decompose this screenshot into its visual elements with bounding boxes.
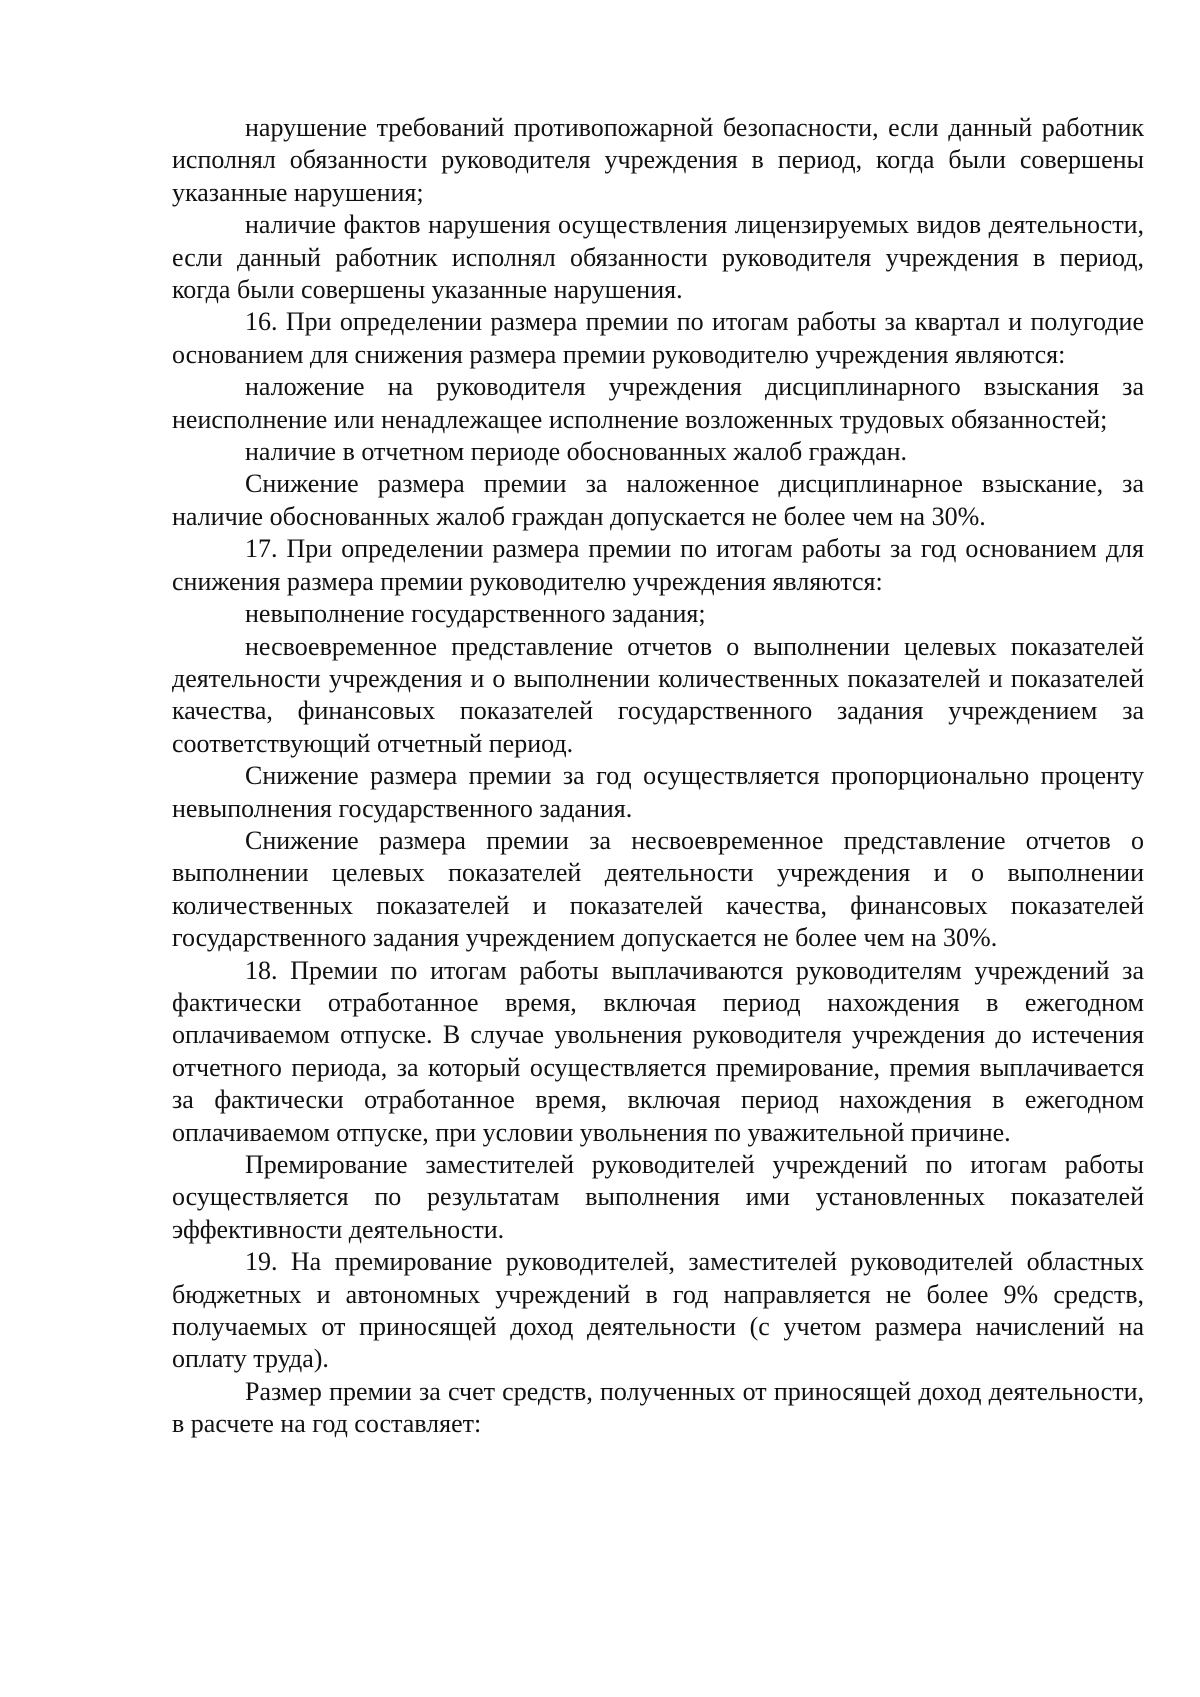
paragraph-deputy-bonuses: Премирование заместителей руководителей учреждений по итогам работы осуществляется по результатам выполнения ими установленных показателей эффективности деятельности. (172, 1150, 1144, 1244)
document-body (172, 112, 1144, 1441)
paragraph-proportional-reduction: Снижение размера премии за год осуществляется пропорционально проценту невыполнения государственного задания. (172, 761, 1144, 823)
paragraph-reduction-limit-30: Снижение размера премии за наложенное дисциплинарное взыскание, за наличие обоснованных жалоб граждан допускается не более чем на 30%. (172, 469, 1144, 531)
paragraph-fire-safety-violation: нарушение требований противопожарной безопасности, если данный работник исполнял обязанности руководителя учреждения в период, когда были совершены указанные нарушения; (172, 113, 1144, 207)
paragraph-licensing-violation: наличие фактов нарушения осуществления лицензируемых видов деятельности, если данный работник исполнял обязанности руководителя учреждения в период, когда были совершены указанные нарушения. (172, 210, 1144, 305)
paragraph-disciplinary-penalty: наложение на руководителя учреждения дисциплинарного взыскания за неисполнение или ненадлежащее исполнение возложенных трудовых обязанностей; (172, 372, 1144, 434)
paragraph-item-19: 19. На премирование руководителей, заместителей руководителей областных бюджетных и автономных учреждений в год направляется не более 9% средств, получаемых от приносящей доход деятельности (с учетом размера начислений на оплату труда). (172, 1247, 1144, 1374)
paragraph-item-17: 17. При определении размера премии по итогам работы за год основанием для снижения размера премии руководителю учреждения являются: (172, 534, 1144, 596)
paragraph-item-18: 18. Премии по итогам работы выплачиваются руководителям учреждений за фактически отработанное время, включая период нахождения в ежегодном оплачиваемом отпуске. В случае увольнения руководителя учреждения до истечения отчетного периода, за который осуществляется премирование, премия выплачивается за фактически отработанное время, включая период нахождения в ежегодном оплачиваемом отпуске, при условии увольнения по уважительной причине. (172, 955, 1144, 1147)
paragraph-late-reports-reduction: Снижение размера премии за несвоевременное представление отчетов о выполнении целевых показателей деятельности учреждения и о выполнении количественных показателей и показателей качества, финансовых показателей государственного задания учреждением допускается не более чем на 30%. (172, 825, 1144, 953)
paragraph-item-16: 16. При определении размера премии по итогам работы за квартал и полугодие основанием для снижения размера премии руководителю учреждения являются: (172, 307, 1144, 369)
paragraph-late-reports: несвоевременное представление отчетов о выполнении целевых показателей деятельности учреждения и о выполнении количественных показателей и показателей качества, финансовых показателей государственного задания учреждением за соответствующий отчетный период. (172, 631, 1144, 758)
paragraph-state-task-failure: невыполнение государственного задания; (245, 599, 706, 629)
paragraph-citizen-complaints: наличие в отчетном периоде обоснованных жалоб граждан. (245, 437, 908, 467)
paragraph-bonus-amount: Размер премии за счет средств, полученных от приносящей доход деятельности, в расчете на год составляет: (172, 1376, 1144, 1439)
